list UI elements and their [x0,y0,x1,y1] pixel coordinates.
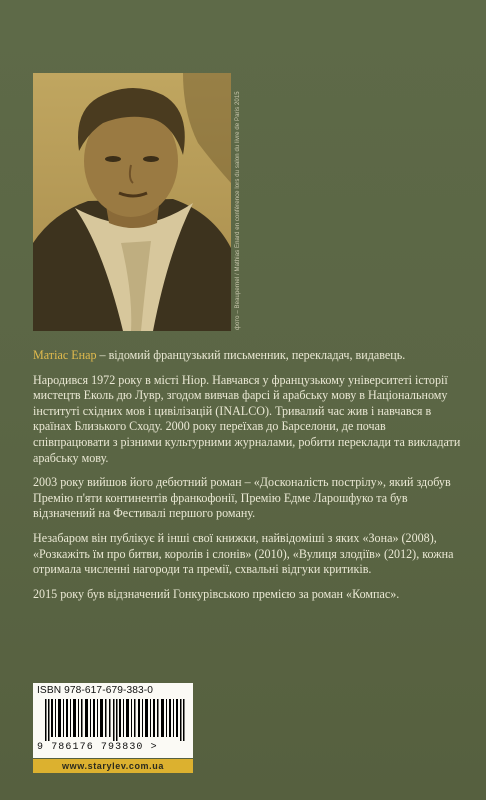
barcode-digits: 9 786176 793830 > [37,742,158,753]
author-bio [33,348,463,611]
author-name: Матіас Енар [33,348,97,362]
barcode-icon [45,699,185,741]
publisher-url[interactable]: www.starylev.com.ua [33,759,193,773]
author-photo [33,73,231,331]
bio-intro-text: – відомий французький письменник, перекладач, видавець. [96,348,406,362]
bio-paragraph: 2003 року вийшов його дебютний роман – «Досконалість пострілу», який здобув Премію п'яти континентів франкофонії, Премію Едме Ларошфуко та був відзначений на Фестивалі першого роману. [33,475,451,521]
isbn-label: ISBN 978-617-679-383-0 [37,685,154,696]
bio-paragraph: Незабаром він публікує й інші свої книжки, найвідоміші з яких «Зона» (2008), «Розкажіть їм про битви, королів і слонів» (2010), «Вулиця злодіїв» (2012), кожна отримала численні нагороди та премії, схвальні відгуки критиків. [33,530,454,577]
bio-paragraph: 2015 року був відзначений Гонкурівською премією за роман «Компас». [33,586,400,601]
bio-intro [33,348,463,364]
isbn-barcode-box [33,683,193,758]
photo-credit: фото – Beaupernel / Mathias Énard en conférence lors du salon du livre de Paris 2015 [235,91,241,330]
author-portrait-image [33,73,231,331]
bio-paragraph: Народився 1972 року в місті Ніор. Навчався у французькому університеті історії мистецтв Еколь дю Лувр, згодом вивчав фарсі й арабську мову в Національному інституті східних мов і цивілізацій (INALCO). Тривалий час жив і навчався в країнах Близького Сходу. 2000 року переїхав до Барселони, де почав співпрацювати з різними культурними журналами, робити переклади та викладати арабську мову. [33,372,461,465]
